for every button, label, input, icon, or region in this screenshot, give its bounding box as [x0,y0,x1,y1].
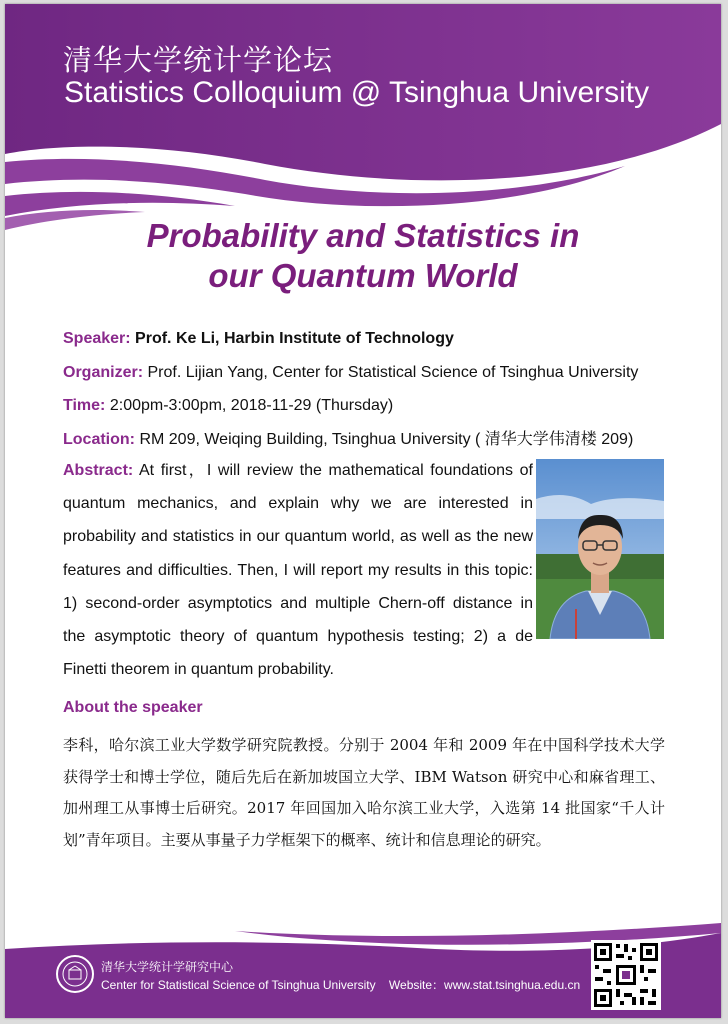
tsinghua-logo-icon [55,954,95,994]
talk-info [63,322,673,456]
colloquium-title-en: Statistics Colloquium @ Tsinghua University [64,76,650,109]
organizer-label: Organizer: [63,363,144,381]
talk-title-line2: our Quantum World [208,257,518,294]
location-value: RM 209, Weiqing Building, Tsinghua University ( 清华大学伟清楼 209) [139,430,634,448]
footer-website: Website：www.stat.tsinghua.edu.cn [388,978,581,992]
footer-center-en [101,976,580,993]
time-value: 2:00pm-3:00pm, 2018-11-29 (Thursday) [109,397,394,414]
speaker-value: Prof. Ke Li, Harbin Institute of Technology [135,330,454,347]
about-speaker-text: 李科，哈尔滨工业大学数学研究院教授。分别于 2004 年和 2009 年在中国科学技术大学获得学士和博士学位，随后先后在新加坡国立大学、IBM Watson 研究中心和麻省理工、加州理工从事博士后研究。2017 年回国加入哈尔滨工业大学，入选第 14 批国家“千人计划”青年项目。主要从事量子力学框架下的概率、统计和信息理论的研究。 [63,736,665,849]
poster-page [5,4,721,1018]
qr-code [591,940,661,1010]
abstract-text: At first，I will review the mathematical foundations of quantum mechanics, and explain why we are interested in probability and statistics in our quantum world, as well as the new features and difficulties. Then, I will report my results in this topic: 1) second-order asymptotics and multiple Chern-off distance in the asymptotic theory of quantum hypothesis testing; 2) a de Finetti theorem in quantum probability. [63,462,533,679]
about-speaker-heading: About the speaker [63,699,203,716]
organizer-value: Prof. Lijian Yang, Center for Statistical Science of Tsinghua University [147,363,639,381]
speaker-photo [536,459,664,639]
talk-title-line1: Probability and Statistics in [146,217,580,254]
time-row [63,389,673,423]
speaker-label: Speaker: [63,330,131,347]
talk-title [5,216,721,296]
footer-center-en-text: Center for Statistical Science of Tsinghua University [101,978,376,992]
speaker-row [63,322,673,356]
footer-center-cn: 清华大学统计学研究中心 [101,960,234,974]
location-row [63,423,673,457]
organizer-row [63,356,673,390]
time-label: Time: [63,397,106,414]
abstract-label: Abstract: [63,462,134,479]
colloquium-title-cn: 清华大学统计学论坛 [63,43,334,77]
abstract-block [63,454,533,686]
location-label: Location: [63,430,135,448]
